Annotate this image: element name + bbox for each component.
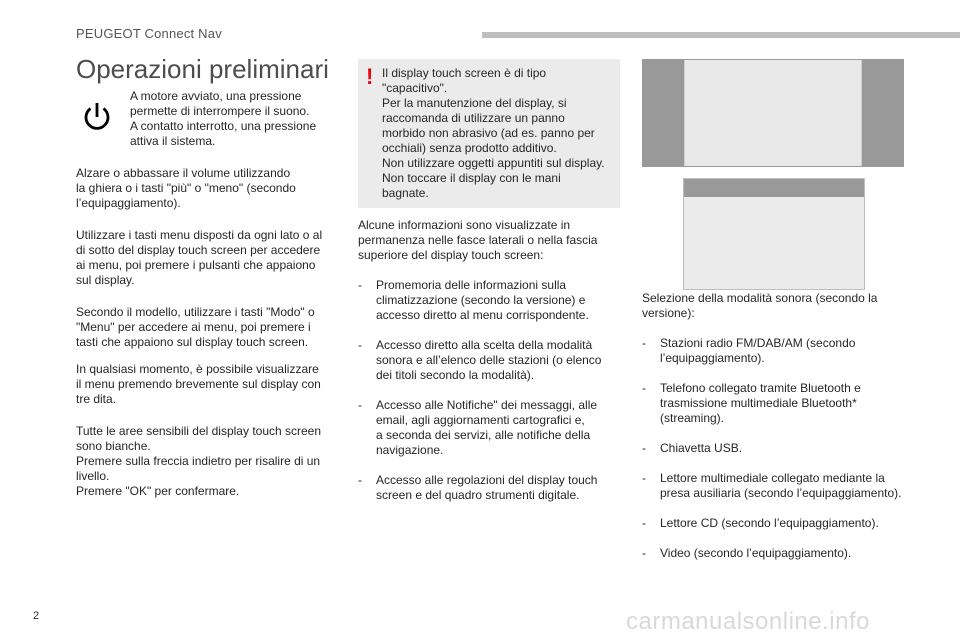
power-button-text: A motore avviato, una pressione permette di interrompere il suono. A contatto interrotto, una pressione attiva il sistema.	[130, 89, 317, 148]
sound-mode-intro: Selezione della modalità sonora (secondo la versione):	[642, 291, 878, 320]
power-icon	[80, 100, 114, 134]
display-illustration-main	[642, 59, 904, 167]
three-finger-paragraph: In qualsiasi momento, è possibile visualizzare il menu premendo brevemente sul display con tre dita.	[76, 362, 321, 406]
list-item: - Stazioni radio FM/DAB/AM (secondo l’equipaggiamento).	[642, 336, 906, 366]
list-item: - Telefono collegato tramite Bluetooth e trasmissione multimediale Bluetooth* (streaming).	[642, 381, 906, 426]
menu-keys-paragraph: Utilizzare i tasti menu disposti da ogni lato o al di sotto del display touch screen per accedere ai menu, poi premere i pulsanti che appaiono sul display.	[76, 228, 323, 287]
header-title: PEUGEOT Connect Nav	[76, 26, 222, 41]
page-number: 2	[33, 610, 40, 622]
info-intro: Alcune informazioni sono visualizzate in permanenza nelle fasce laterali o nella fascia superiore del display touch screen:	[358, 218, 598, 262]
warning-icon: !	[366, 64, 374, 89]
header-divider	[482, 32, 960, 38]
sound-mode-list	[642, 321, 906, 576]
display-illustration-secondary	[683, 178, 865, 290]
watermark: carmanualsonline.info	[626, 608, 870, 635]
page-title: Operazioni preliminari	[76, 54, 329, 84]
list-item: - Accesso alle regolazioni del display touch screen e del quadro strumenti digitale.	[358, 473, 624, 503]
sensitive-areas-paragraph: Tutte le aree sensibili del display touch screen sono bianche. Premere sulla freccia indietro per risalire di un livello. Premere "OK" per confermare.	[76, 424, 322, 498]
list-item: - Lettore CD (secondo l’equipaggiamento).	[642, 516, 906, 531]
notice-text: Il display touch screen è di tipo "capacitivo". Per la manutenzione del display, si raccomanda di utilizzare un panno morbido non abrasivo (ad es. panno per occhiali) senza prodotto additivo. Non utilizzare oggetti appuntiti sul display. Non toccare il display con le mani bagnate.	[382, 66, 605, 200]
mode-menu-paragraph: Secondo il modello, utilizzare i tasti "Modo" o "Menu" per accedere ai menu, poi premere i tasti che appaiono sul display touch screen.	[76, 305, 315, 349]
list-item: - Chiavetta USB.	[642, 441, 906, 456]
list-item: - Promemoria delle informazioni sulla climatizzazione (secondo la versione) e accesso diretto al menu corrispondente.	[358, 278, 624, 323]
list-item: - Video (secondo l’equipaggiamento).	[642, 546, 906, 561]
list-item: - Accesso diretto alla scelta della modalità sonora e all’elenco delle stazioni (o elenco dei titoli secondo la modalità).	[358, 338, 624, 383]
list-item: - Lettore multimediale collegato mediante la presa ausiliaria (secondo l’equipaggiamento).	[642, 471, 906, 501]
info-list	[358, 263, 624, 518]
volume-paragraph: Alzare o abbassare il volume utilizzando la ghiera o i tasti "più" o "meno" (secondo l’equipaggiamento).	[76, 166, 296, 210]
list-item: - Accesso alle Notifiche" dei messaggi, alle email, agli aggiornamenti cartografici e, a seconda dei servizi, alle notifiche della navigazione.	[358, 398, 624, 458]
